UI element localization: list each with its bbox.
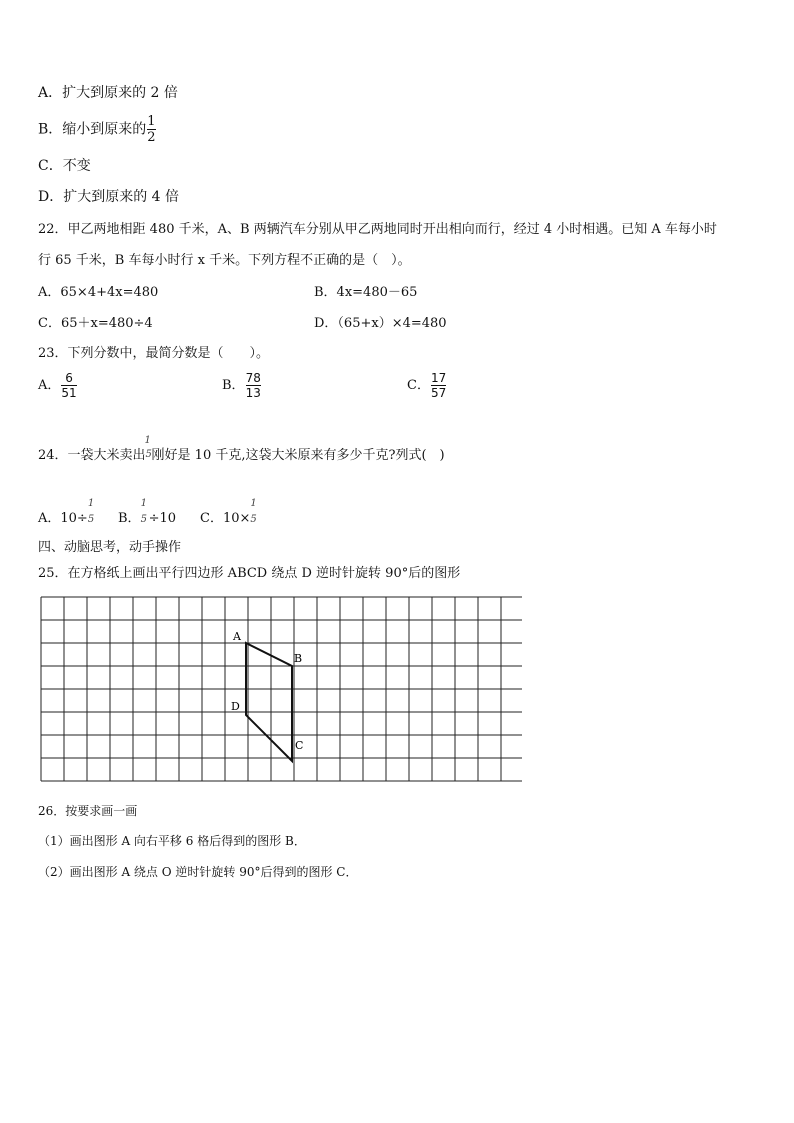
q24-stem-post: 刚好是 10 千克,这袋大米原来有多少千克?列式( ) — [151, 448, 445, 463]
q26-item-2: （2）画出图形 A 绕点 O 逆时针旋转 90°后得到的图形 C． — [38, 865, 358, 879]
q23-option-c-fraction — [431, 372, 446, 399]
section-heading: 四、动脑思考，动手操作 — [38, 540, 182, 555]
fraction-denominator: 5 — [140, 514, 147, 525]
q23-option-a-fraction — [61, 372, 76, 399]
q23-option-a — [38, 372, 78, 399]
q24-option-b-text: ÷10 — [148, 511, 176, 526]
fraction-numerator: 1 — [250, 498, 257, 509]
fraction-numerator: 1 — [147, 114, 156, 129]
q24-option-c-text: C．10× — [200, 511, 251, 526]
q22-option-d: D．（65+x）×4=480 — [314, 316, 447, 331]
fraction-numerator: 17 — [430, 371, 447, 385]
fraction-numerator: 1 — [144, 435, 151, 446]
q25-stem: 25．在方格纸上画出平行四边形 ABCD 绕点 D 逆时针旋转 90°后的图形 — [38, 566, 461, 581]
fraction-denominator: 51 — [61, 386, 77, 400]
fraction-numerator: 6 — [65, 371, 73, 385]
q26-item-1: （1）画出图形 A 向右平移 6 格后得到的图形 B． — [38, 834, 306, 848]
q26-stem: 26．按要求画一画 — [38, 804, 138, 818]
q22-stem-line2: 行 65 千米，B 车每小时行 x 千米。下列方程不正确的是（ ）。 — [38, 253, 411, 268]
fraction-numerator: 1 — [87, 498, 95, 509]
q21-option-a: A．扩大到原来的 2 倍 — [38, 85, 178, 101]
q24-option-a — [38, 498, 96, 526]
q24-option-b — [118, 498, 176, 526]
fraction-denominator: 57 — [430, 386, 447, 400]
q23-option-c-label: C． — [407, 378, 430, 393]
q24-stem — [38, 435, 445, 463]
q22-option-c: C．65＋x=480÷4 — [38, 316, 153, 331]
fraction-denominator: 2 — [147, 130, 156, 145]
q21-option-b — [38, 115, 157, 144]
q23-option-b-fraction — [246, 372, 261, 399]
q23-option-b-label: B． — [222, 378, 245, 393]
fraction-denominator: 5 — [145, 449, 152, 460]
q23-option-a-label: A． — [38, 378, 61, 393]
q21-option-b-fraction — [147, 115, 155, 144]
q22-option-a: A．65×4+4x=480 — [38, 285, 159, 300]
fraction-numerator: 78 — [245, 371, 261, 385]
q21-option-d: D．扩大到原来的 4 倍 — [38, 189, 180, 205]
vertex-label-d: D — [231, 700, 240, 713]
fraction-denominator: 5 — [87, 514, 95, 525]
q22-option-b: B．4x=480－65 — [314, 285, 418, 300]
q21-option-c: C．不变 — [38, 158, 91, 174]
q24-stem-pre: 24．一袋大米卖出 — [38, 448, 146, 463]
vertex-label-a: A — [233, 630, 241, 643]
vertex-label-b: B — [294, 652, 303, 665]
parallelogram-abcd — [246, 643, 292, 761]
fraction-numerator: 1 — [140, 498, 147, 509]
q22-stem-line1: 22．甲乙两地相距 480 千米，A、B 两辆汽车分别从甲乙两地同时开出相向而行，经过 4 小时相遇。已知 A 车每小时 — [38, 222, 717, 237]
fraction-denominator: 13 — [245, 386, 261, 400]
q24-option-b-label: B． — [118, 511, 141, 526]
q24-option-a-text: A．10÷ — [38, 511, 88, 526]
fraction-denominator: 5 — [250, 514, 257, 525]
q23-stem: 23．下列分数中，最简分数是（ ）。 — [38, 346, 270, 361]
q24-option-c — [200, 498, 258, 526]
grid-paper — [40, 596, 522, 786]
q23-option-b — [222, 372, 262, 399]
q21-option-b-text: B．缩小到原来的 — [38, 121, 147, 138]
grid-lines — [41, 597, 522, 781]
vertex-label-c: C — [295, 739, 304, 752]
q23-option-c — [407, 372, 447, 399]
